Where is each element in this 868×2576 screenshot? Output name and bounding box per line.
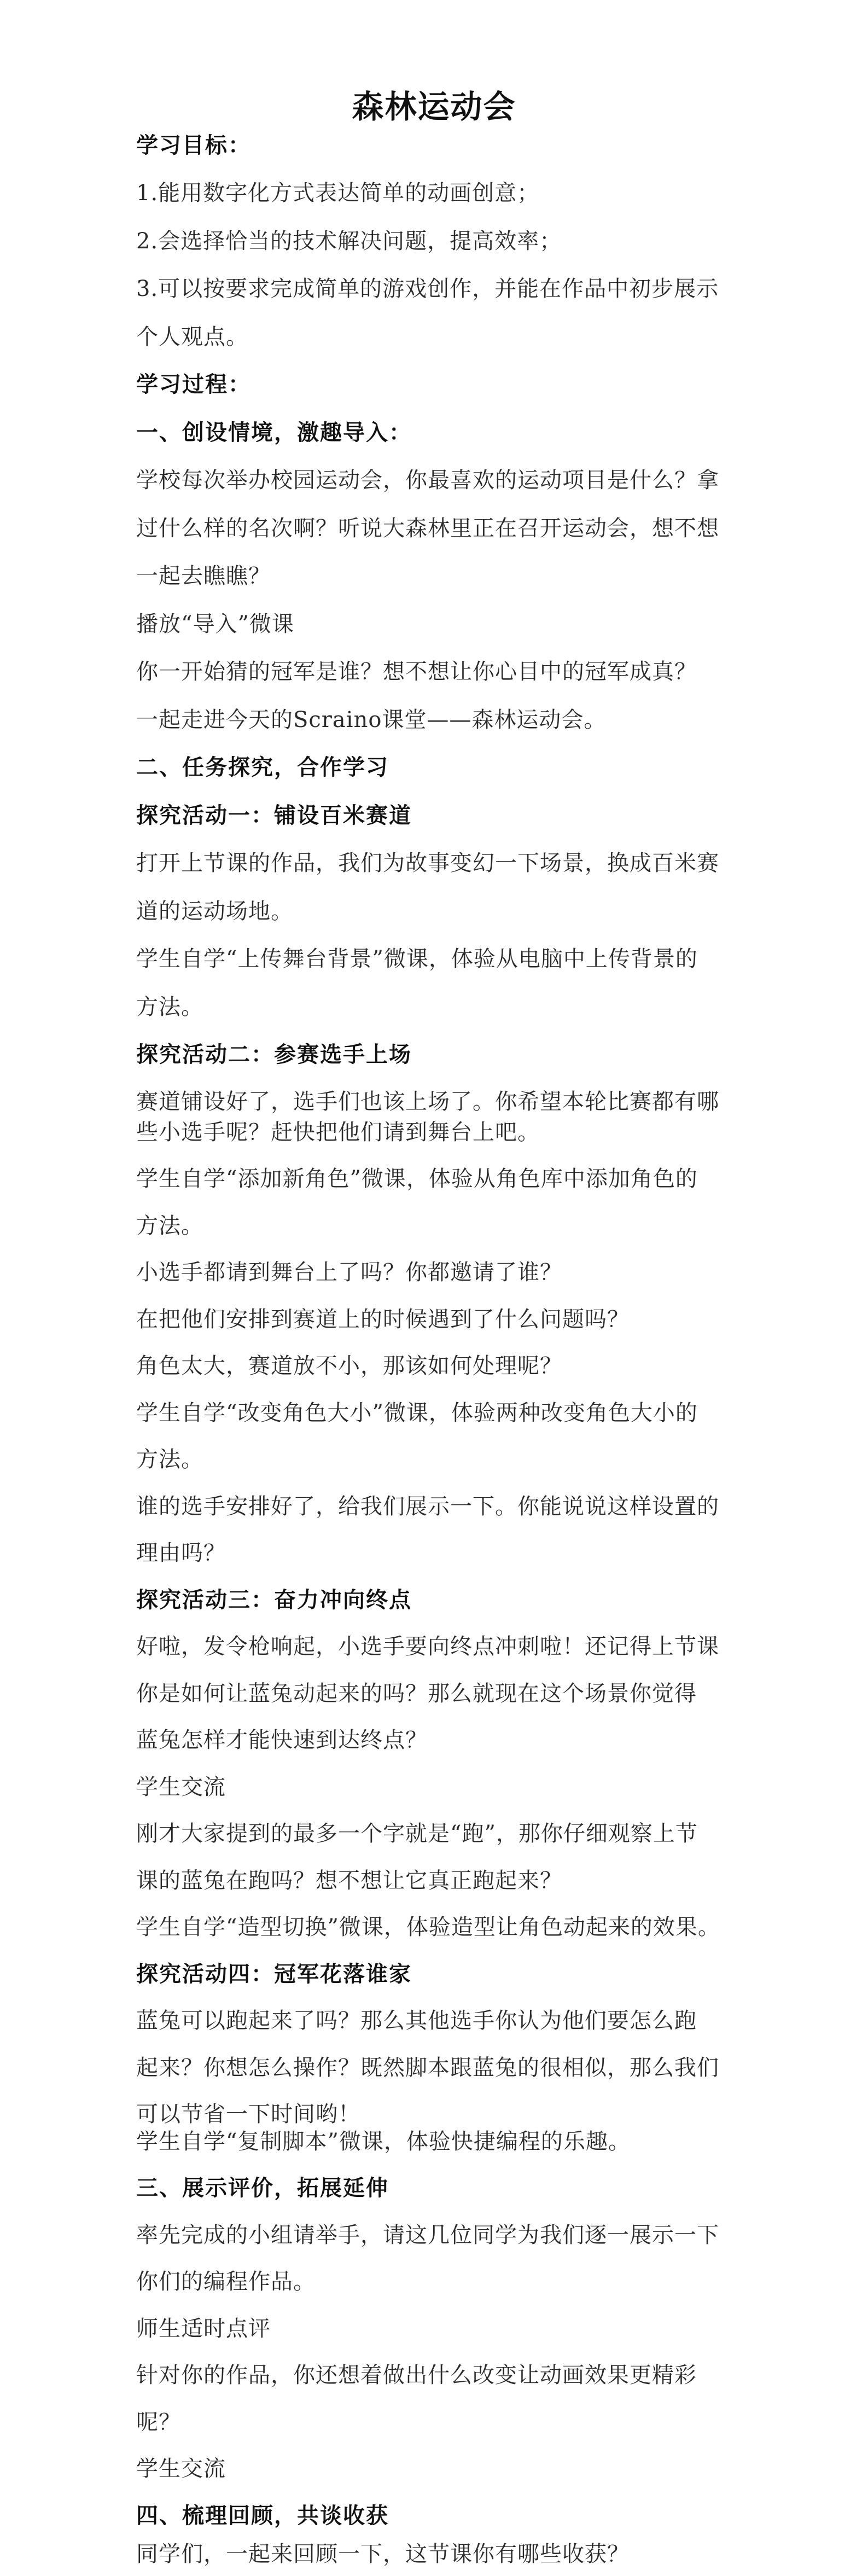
- paragraph-line: 师生适时点评: [136, 2316, 271, 2341]
- paragraph-line: 打开上节课的作品，我们为故事变幻一下场景，换成百米赛: [136, 851, 719, 876]
- paragraph-line: 过什么样的名次啊？听说大森林里正在召开运动会，想不想: [136, 516, 719, 541]
- paragraph-line: 学生自学“改变角色大小”微课，体验两种改变角色大小的: [136, 1400, 698, 1426]
- activity-heading-1: 探究活动一：铺设百米赛道: [136, 803, 412, 828]
- paragraph-line: 小选手都请到舞台上了吗？你都邀请了谁？: [136, 1260, 562, 1285]
- paragraph-line: 学生交流: [136, 2456, 226, 2481]
- paragraph-line: 起来？你想怎么操作？既然脚本跟蓝兔的很相似，那么我们: [136, 2055, 719, 2080]
- paragraph-line: 学生自学“添加新角色”微课，体验从角色库中添加角色的: [136, 1166, 698, 1191]
- paragraph-line: 学生自学“复制脚本”微课，体验快捷编程的乐趣。: [136, 2129, 631, 2154]
- heading-learning-goals: 学习目标：: [136, 133, 251, 158]
- goal-item-3-cont: 个人观点。: [136, 324, 248, 350]
- paragraph-line: 方法。: [136, 1447, 203, 1472]
- paragraph-line: 角色太大，赛道放不小，那该如何处理呢？: [136, 1353, 562, 1379]
- paragraph-line: 一起走进今天的Scraino课堂——森林运动会。: [136, 707, 607, 732]
- paragraph-line: 播放“导入”微课: [136, 612, 294, 637]
- paragraph-line: 方法。: [136, 1213, 203, 1238]
- paragraph-line: 些小选手呢？赶快把他们请到舞台上吧。: [136, 1120, 540, 1145]
- paragraph-line: 可以节省一下时间哟！: [136, 2102, 360, 2127]
- paragraph-line: 呢？: [136, 2410, 181, 2435]
- paragraph-line: 好啦，发令枪响起，小选手要向终点冲刺啦！还记得上节课: [136, 1634, 719, 1659]
- paragraph-line: 课的蓝兔在跑吗？想不想让它真正跑起来？: [136, 1868, 562, 1893]
- activity-heading-3: 探究活动三：奋力冲向终点: [136, 1588, 412, 1613]
- paragraph-line: 你们的编程作品。: [136, 2269, 316, 2294]
- section-heading-2: 二、任务探究，合作学习: [136, 755, 389, 780]
- paragraph-line: 蓝兔可以跑起来了吗？那么其他选手你认为他们要怎么跑: [136, 2008, 697, 2033]
- paragraph-line: 同学们，一起来回顾一下，这节课你有哪些收获？: [136, 2542, 630, 2567]
- paragraph-line: 学生自学“造型切换”微课，体验造型让角色动起来的效果。: [136, 1915, 720, 1940]
- paragraph-line: 谁的选手安排好了，给我们展示一下。你能说说这样设置的: [136, 1494, 719, 1519]
- paragraph-line: 学校每次举办校园运动会，你最喜欢的运动项目是什么？拿: [136, 468, 719, 493]
- paragraph-line: 针对你的作品，你还想着做出什么改变让动画效果更精彩: [136, 2363, 697, 2388]
- paragraph-line: 理由吗？: [136, 1540, 226, 1566]
- section-heading-4: 四、梳理回顾，共谈收获: [136, 2503, 389, 2528]
- paragraph-line: 赛道铺设好了，选手们也该上场了。你希望本轮比赛都有哪: [136, 1089, 719, 1114]
- paragraph-line: 率先完成的小组请举手，请这几位同学为我们逐一展示一下: [136, 2223, 719, 2248]
- goal-item-2: 2.会选择恰当的技术解决问题，提高效率；: [136, 229, 562, 254]
- goal-item-3: 3.可以按要求完成简单的游戏创作，并能在作品中初步展示: [136, 276, 719, 301]
- activity-heading-4: 探究活动四：冠军花落谁家: [136, 1962, 412, 1987]
- page-title: 森林运动会: [352, 88, 516, 125]
- paragraph-line: 学生自学“上传舞台背景”微课，体验从电脑中上传背景的: [136, 946, 698, 972]
- paragraph-line: 你是如何让蓝兔动起来的吗？那么就现在这个场景你觉得: [136, 1681, 697, 1706]
- paragraph-line: 一起去瞧瞧？: [136, 563, 271, 589]
- heading-learning-process: 学习过程：: [136, 372, 251, 397]
- paragraph-line: 刚才大家提到的最多一个字就是“跑”，那你仔细观察上节: [136, 1821, 698, 1846]
- paragraph-line: 在把他们安排到赛道上的时候遇到了什么问题吗？: [136, 1307, 630, 1332]
- section-heading-3: 三、展示评价，拓展延伸: [136, 2176, 389, 2201]
- paragraph-line: 道的运动场地。: [136, 899, 293, 924]
- section-heading-1: 一、创设情境，激趣导入：: [136, 420, 412, 445]
- activity-heading-2: 探究活动二：参赛选手上场: [136, 1042, 412, 1067]
- paragraph-line: 你一开始猜的冠军是谁？想不想让你心目中的冠军成真？: [136, 659, 697, 684]
- goal-item-1: 1.能用数字化方式表达简单的动画创意；: [136, 181, 540, 206]
- paragraph-line: 学生交流: [136, 1775, 226, 1800]
- paragraph-line: 方法。: [136, 995, 203, 1020]
- paragraph-line: 蓝兔怎样才能快速到达终点？: [136, 1728, 428, 1753]
